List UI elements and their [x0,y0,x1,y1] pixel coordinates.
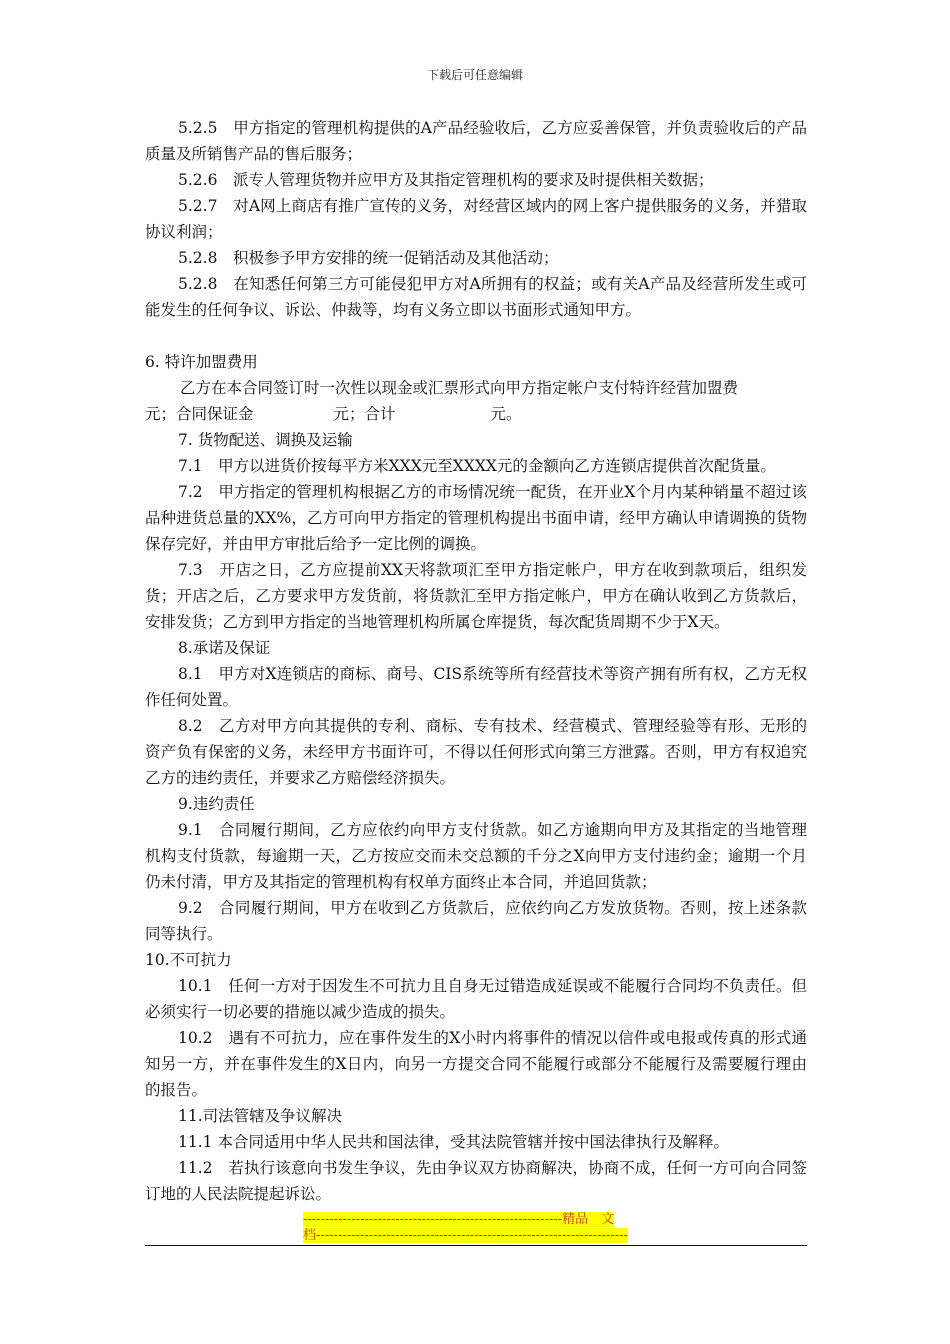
clause-5-2-7: 5.2.7 对A网上商店有推广宣传的义务，对经营区域内的网上客户提供服务的义务，并猎取协议利润； [145,197,807,241]
clause-10-1: 10.1 任何一方对于因发生不可抗力且自身无过错造成延误或不能履行合同均不负责任。但必须实行一切必要的措施以减少造成的损失。 [145,977,807,1021]
clause-11-2: 11.2 若执行该意向书发生争议，先由争议双方协商解决，协商不成，任何一方可向合同签订地的人民法院提起诉讼。 [145,1159,807,1203]
clause-8-2: 8.2 乙方对甲方向其提供的专利、商标、专有技术、经营模式、管理经验等有形、无形的资产负有保密的义务，未经甲方书面许可，不得以任何形式向第三方泄露。否则，甲方有权追究乙方的违约责任，并要求乙方赔偿经济损失。 [145,717,807,787]
footer-line-1: -----------------------------------------------------------精品 文 [303,1212,615,1227]
fee-total-label: 元；合计 [333,405,396,423]
clause-8-1: 8.1 甲方对X连锁店的商标、商号、CIS系统等所有经营技术等资产拥有所有权，乙方无权作任何处置。 [145,665,807,709]
footer-divider [145,1245,807,1246]
fee-line-1: 乙方在本合同签订时一次性以现金或汇票形式向甲方指定帐户支付特许经营加盟费 [180,379,739,397]
section-11-heading: 11.司法管辖及争议解决 [178,1107,343,1125]
clause-5-2-5: 5.2.5 甲方指定的管理机构提供的A产品经验收后，乙方应妥善保管，并负责验收后的产品质量及所销售产品的售后服务； [145,119,807,163]
clause-7-1: 7.1 甲方以进货价按每平方米XXX元至XXXX元的金额向乙方连锁店提供首次配货量。 [178,457,776,475]
fee-line-2 [145,401,807,427]
section-10-heading: 10.不可抗力 [145,951,232,969]
clause-10-2: 10.2 遇有不可抗力，应在事件发生的X小时内将事件的情况以信件或电报或传真的形式通知另一方，并在事件发生的X日内，向另一方提交合同不能履行或部分不能履行及需要履行理由的报告。 [145,1029,807,1099]
footer-watermark [303,1212,648,1244]
fee-deposit-label: 元；合同保证金 [145,405,254,423]
fee-end: 元。 [490,405,522,423]
clause-5-2-8b: 5.2.8 在知悉任何第三方可能侵犯甲方对A所拥有的权益；或有关A产品及经营所发生或可能发生的任何争议、诉讼、仲裁等，均有义务立即以书面形式通知甲方。 [145,275,807,319]
section-9-heading: 9.违约责任 [178,795,255,813]
clause-7-2: 7.2 甲方指定的管理机构根据乙方的市场情况统一配货，在开业X个月内某种销量不超过该品种进货总量的XX%，乙方可向甲方指定的管理机构提出书面申请，经甲方确认申请调换的货物保存完好，并由甲方审批后给予一定比例的调换。 [145,483,807,553]
clause-5-2-6: 5.2.6 派专人管理货物并应甲方及其指定管理机构的要求及时提供相关数据； [178,171,714,189]
clause-11-1: 11.1 本合同适用中华人民共和国法律，受其法院管辖并按中国法律执行及解释。 [178,1133,729,1151]
section-6-heading: 6. 特许加盟费用 [145,353,258,371]
clause-9-2: 9.2 合同履行期间，甲方在收到乙方货款后，应依约向乙方发放货物。否则，按上述条款同等执行。 [145,899,807,943]
clause-5-2-8a: 5.2.8 积极参予甲方安排的统一促销活动及其他活动； [178,249,559,267]
blank-line [145,323,807,349]
footer-line-2: 档----------------------------------------------------------------------- [303,1228,628,1243]
page-header: 下载后可任意编辑 [426,68,523,82]
document-body [145,115,807,1207]
clause-7-3: 7.3 开店之日，乙方应提前XX天将款项汇至甲方指定帐户，甲方在收到款项后，组织发货；开店之后，乙方要求甲方发货前，将货款汇至甲方指定帐户，甲方在确认收到乙方货款后，安排发货；乙方到甲方指定的当地管理机构所属仓库提货，每次配货周期不少于X天。 [145,561,807,631]
section-7-heading: 7. 货物配送、调换及运输 [178,431,353,449]
clause-9-1: 9.1 合同履行期间，乙方应依约向甲方支付货款。如乙方逾期向甲方及其指定的当地管理机构支付货款，每逾期一天，乙方按应交而未交总额的千分之X向甲方支付违约金；逾期一个月仍未付清，甲方及其指定的管理机构有权单方面终止本合同，并追回货款； [145,821,807,891]
section-8-heading: 8.承诺及保证 [178,639,271,657]
